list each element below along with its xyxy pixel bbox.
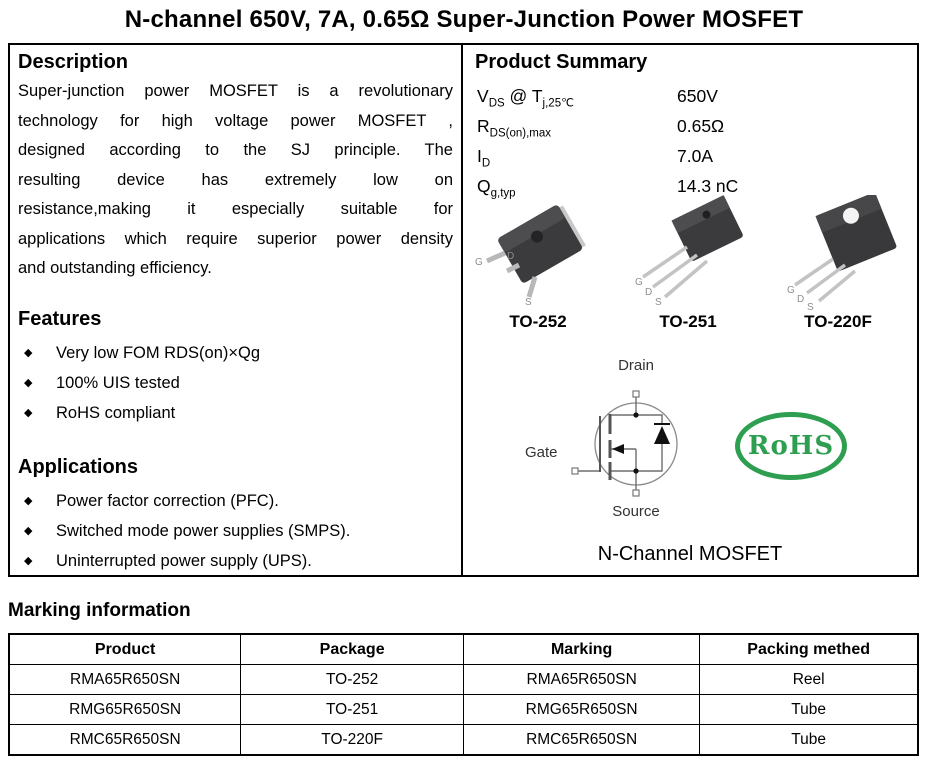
description-line: designed according to the SJ principle. The [18,141,453,159]
bullet-text: RoHS compliant [56,403,176,422]
bullet-diamond-icon: ◆ [24,524,33,537]
source-label: Source [612,503,660,520]
pin-label: G [787,285,795,296]
column-header: Package [241,634,464,665]
marking-heading: Marking information [8,600,191,621]
bullet-item [18,486,453,516]
description-line: resulting device has extremely low on [18,170,453,189]
product-summary-heading: Product Summary [475,51,648,73]
table-cell: Tube [700,725,918,756]
bullet-item [18,546,453,576]
table-cell: RMC65R650SN [9,725,241,756]
description-line: Super-junction power MOSFET is a revolutionary [18,82,453,100]
description-paragraph [18,77,453,284]
bullet-item [18,398,453,428]
summary-row [477,111,907,141]
pin-label: S [525,297,532,308]
column-header: Product [9,634,241,665]
bullet-text: 100% UIS tested [56,373,180,392]
bullet-item [18,516,453,546]
column-header: Packing methed [700,634,918,665]
table-cell: Reel [700,665,918,695]
table-cell: TO-220F [241,725,464,756]
applications-list [18,486,453,576]
bullet-item [18,368,453,398]
table-cell: TO-251 [241,695,464,725]
bullet-diamond-icon: ◆ [24,406,33,419]
to-252-package-photo [463,195,613,310]
table-row [9,725,918,756]
bullet-diamond-icon: ◆ [24,494,33,507]
summary-value: 650V [677,86,718,106]
summary-parameter: $R_{DS(on),max}$ [477,116,551,140]
description-line: and outstanding efficiency. [18,259,212,277]
page-title: N-channel 650V, 7A, 0.65Ω Super-Junction Power MOSFET [124,6,804,33]
right-column [463,45,917,575]
bullet-diamond-icon: ◆ [24,554,33,567]
pin-label: D [797,294,805,305]
table-row [9,665,918,695]
package-figure-to251 [613,195,763,337]
summary-value: 0.65Ω [677,116,725,136]
product-summary-rows [477,81,907,201]
summary-row [477,141,907,171]
bullet-text: Very low FOM RDS(on)×Qg [56,343,261,362]
table-cell: RMC65R650SN [463,725,699,756]
package-figure-to220f [763,195,913,337]
overview-box [8,43,919,577]
features-heading: Features [18,307,102,330]
summary-value: 14.3 nC [677,176,739,196]
pin-label: D [645,287,653,298]
description-line: applications which require superior power density [18,229,453,248]
package-figure-to252 [463,195,613,337]
applications-heading: Applications [18,455,139,478]
summary-parameter: $V_{DS}$ @ $T_{j,25℃}$ [477,86,575,110]
bullet-text: Uninterrupted power supply (UPS). [56,551,312,570]
bullet-diamond-icon: ◆ [24,346,33,359]
package-caption: TO-251 [659,312,717,331]
drain-label: Drain [618,357,654,374]
bullet-text: Switched mode power supplies (SMPS). [56,521,351,540]
table-row [9,695,918,725]
description-line: resistance,making it especially suitable for [18,200,453,218]
table-body [9,665,918,756]
description-line: technology for high voltage power MOSFET , [18,111,453,130]
features-list [18,338,453,428]
to-251-package-photo [613,195,763,310]
table-cell: TO-252 [241,665,464,695]
table-cell: RMG65R650SN [463,695,699,725]
summary-row [477,81,907,111]
pin-label: G [635,277,643,288]
left-column [10,45,463,575]
bullet-diamond-icon: ◆ [24,376,33,389]
summary-value: 7.0A [677,146,713,166]
description-heading: Description [18,51,129,73]
marking-table [8,633,919,756]
package-photos-row [463,195,917,337]
summary-parameter: $Q_{g,typ}$ [477,176,516,200]
bullet-text: Power factor correction (PFC). [56,491,279,510]
summary-parameter: $I_D$ [477,146,491,170]
gate-label: Gate [525,444,558,461]
table-cell: RMA65R650SN [463,665,699,695]
symbol-caption: N-Channel MOSFET [597,543,783,565]
package-caption: TO-220F [804,312,872,331]
table-header-row [9,634,918,665]
rohs-logo [735,412,847,480]
to-220f-package-photo [763,195,913,310]
rohs-label: RoHS [747,431,835,461]
mosfet-symbol [523,350,743,522]
bullet-item [18,338,453,368]
table-cell: RMG65R650SN [9,695,241,725]
pin-label: D [507,251,515,262]
package-caption: TO-252 [509,312,567,331]
pin-label: G [475,257,483,268]
table-cell: RMA65R650SN [9,665,241,695]
table-cell: Tube [700,695,918,725]
pin-label: S [807,302,814,310]
column-header: Marking [463,634,699,665]
pin-label: S [655,297,662,308]
